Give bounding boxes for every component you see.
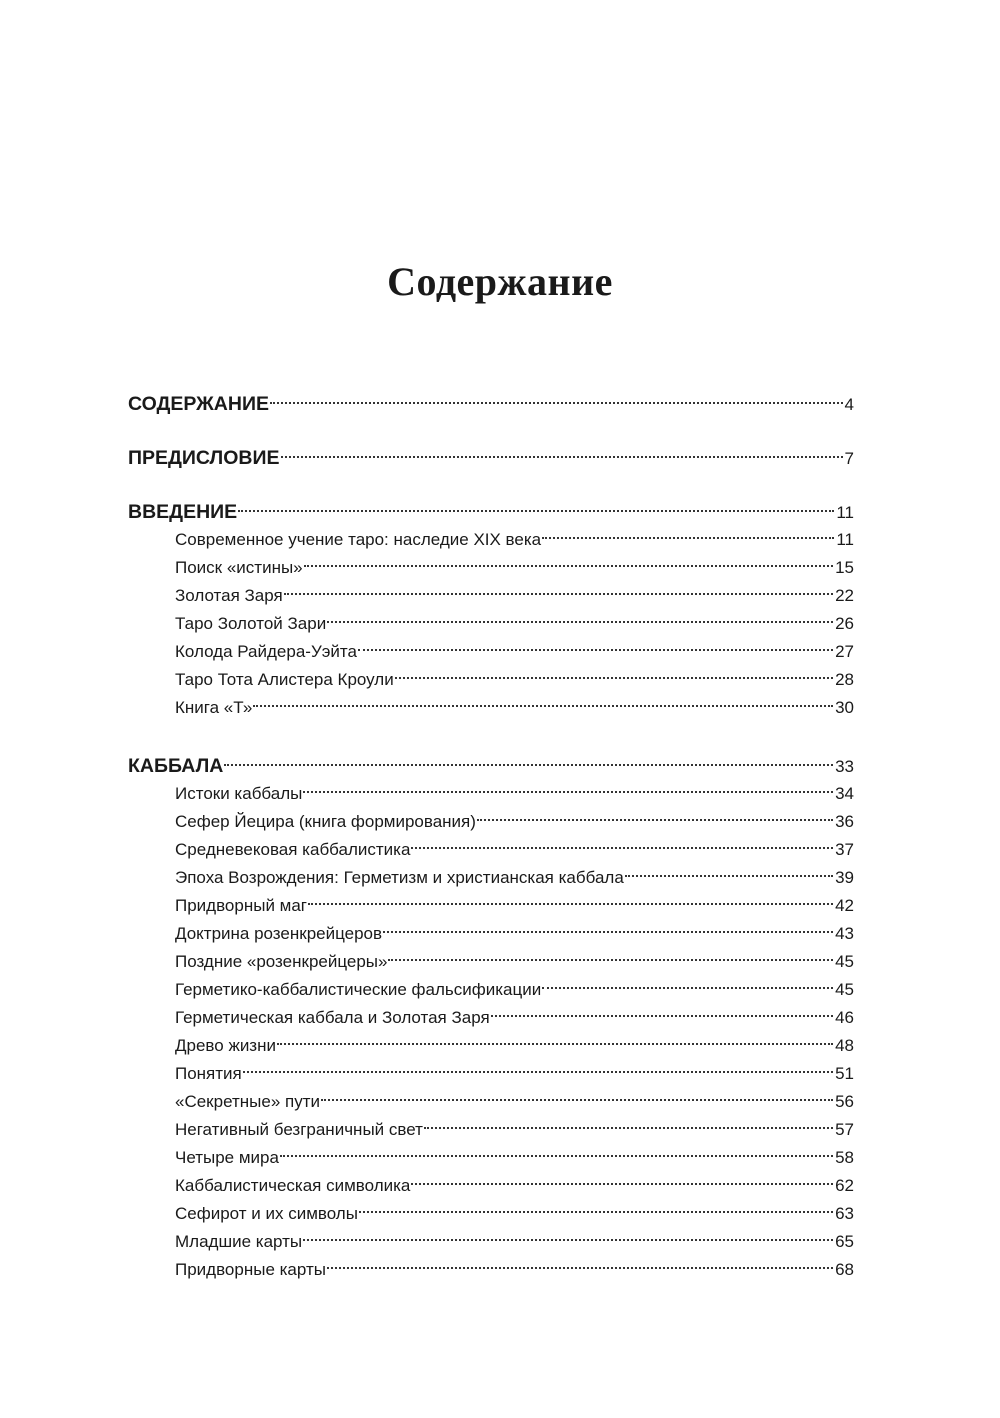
toc-section — [128, 390, 854, 418]
dot-leader — [542, 533, 834, 539]
dot-leader — [383, 927, 833, 933]
toc-page-number: 11 — [836, 503, 854, 522]
page-title: Содержание — [387, 259, 613, 304]
toc-page-number: 26 — [835, 614, 854, 633]
toc-page-number: 45 — [835, 952, 854, 971]
toc-entry-title: Герметико-каббалистические фальсификации — [175, 980, 542, 999]
toc-entry[interactable] — [128, 976, 854, 1004]
dot-leader — [281, 452, 843, 458]
dot-leader — [270, 398, 843, 404]
toc-page-number: 37 — [835, 840, 854, 859]
toc-entry-title: Герметическая каббала и Золотая Заря — [175, 1008, 490, 1027]
toc-chapter-entry[interactable] — [128, 390, 854, 418]
dot-leader — [321, 1095, 833, 1101]
dot-leader — [395, 673, 833, 679]
toc-page-number: 34 — [835, 784, 854, 803]
dot-leader — [303, 787, 833, 793]
dot-leader — [388, 955, 833, 961]
dot-leader — [424, 1123, 833, 1129]
toc-entry[interactable] — [128, 808, 854, 836]
dot-leader — [308, 899, 833, 905]
toc-page-number: 22 — [835, 586, 854, 605]
toc-page-number: 33 — [835, 757, 854, 776]
toc-entry-title: «Секретные» пути — [175, 1092, 320, 1111]
toc-entry[interactable] — [128, 526, 854, 554]
toc-entry-title: Поиск «истины» — [175, 558, 303, 577]
toc-entry-title: Младшие карты — [175, 1232, 303, 1251]
toc-entry[interactable] — [128, 1060, 854, 1088]
toc-entry[interactable] — [128, 780, 854, 808]
toc-section — [128, 498, 854, 722]
toc-page-number: 42 — [835, 896, 854, 915]
toc-entry-title: Эпоха Возрождения: Герметизм и христианская каббала — [175, 868, 624, 887]
toc-chapter-entry[interactable] — [128, 498, 854, 526]
toc-page-number: 62 — [835, 1176, 854, 1195]
table-of-contents — [128, 390, 854, 1314]
toc-entry[interactable] — [128, 948, 854, 976]
toc-entry[interactable] — [128, 554, 854, 582]
dot-leader — [243, 1067, 833, 1073]
toc-entry-title: Придворные карты — [175, 1260, 326, 1279]
dot-leader — [359, 1207, 833, 1213]
toc-entry[interactable] — [128, 1144, 854, 1172]
toc-page-number: 45 — [835, 980, 854, 999]
dot-leader — [253, 701, 833, 707]
toc-entry[interactable] — [128, 920, 854, 948]
toc-entry[interactable] — [128, 1172, 854, 1200]
dot-leader — [304, 561, 833, 567]
toc-page-number: 57 — [835, 1120, 854, 1139]
toc-page-number: 43 — [835, 924, 854, 943]
toc-chapter-entry[interactable] — [128, 752, 854, 780]
dot-leader — [477, 815, 833, 821]
toc-entry-title: Таро Тота Алистера Кроули — [175, 670, 394, 689]
toc-entry-title: ВВЕДЕНИЕ — [128, 501, 238, 523]
toc-page-number: 15 — [835, 558, 854, 577]
dot-leader — [224, 760, 833, 766]
toc-entry-title: Таро Золотой Зари — [175, 614, 327, 633]
toc-page-number: 7 — [844, 449, 854, 468]
toc-page-number: 39 — [835, 868, 854, 887]
toc-page-number: 56 — [835, 1092, 854, 1111]
toc-entry[interactable] — [128, 836, 854, 864]
toc-entry[interactable] — [128, 638, 854, 666]
toc-entry[interactable] — [128, 1088, 854, 1116]
dot-leader — [303, 1235, 833, 1241]
dot-leader — [277, 1039, 833, 1045]
toc-entry-title: Понятия — [175, 1064, 242, 1083]
toc-entry-title: Древо жизни — [175, 1036, 276, 1055]
toc-entry-title: ПРЕДИСЛОВИЕ — [128, 447, 280, 469]
toc-entry-title: Поздние «розенкрейцеры» — [175, 952, 388, 971]
toc-entry-title: Книга «Т» — [175, 698, 253, 717]
dot-leader — [411, 1179, 833, 1185]
toc-entry-title: СОДЕРЖАНИЕ — [128, 393, 269, 415]
toc-page-number: 48 — [835, 1036, 854, 1055]
toc-entry[interactable] — [128, 610, 854, 638]
toc-page-number: 58 — [835, 1148, 854, 1167]
dot-leader — [238, 506, 834, 512]
toc-entry-title: Современное учение таро: наследие XIX века — [175, 530, 542, 549]
toc-entry[interactable] — [128, 1116, 854, 1144]
toc-entry-title: Золотая Заря — [175, 586, 283, 605]
toc-entry[interactable] — [128, 1256, 854, 1284]
toc-entry-title: Каббалистическая символика — [175, 1176, 411, 1195]
toc-entry-title: Сефирот и их символы — [175, 1204, 358, 1223]
toc-entry-title: КАББАЛА — [128, 755, 224, 777]
toc-page-number: 36 — [835, 812, 854, 831]
toc-entry-title: Придворный маг — [175, 896, 308, 915]
toc-page-number: 68 — [835, 1260, 854, 1279]
toc-entry-title: Негативный безграничный свет — [175, 1120, 423, 1139]
toc-page-number: 63 — [835, 1204, 854, 1223]
toc-section — [128, 752, 854, 1284]
dot-leader — [358, 645, 833, 651]
toc-entry[interactable] — [128, 864, 854, 892]
toc-page-number: 30 — [835, 698, 854, 717]
toc-entry[interactable] — [128, 1004, 854, 1032]
toc-chapter-entry[interactable] — [128, 444, 854, 472]
toc-entry-title: Доктрина розенкрейцеров — [175, 924, 383, 943]
toc-page-number: 46 — [835, 1008, 854, 1027]
toc-entry[interactable] — [128, 1032, 854, 1060]
dot-leader — [491, 1011, 833, 1017]
toc-entry[interactable] — [128, 1228, 854, 1256]
toc-page-number: 28 — [835, 670, 854, 689]
dot-leader — [284, 589, 833, 595]
dot-leader — [542, 983, 833, 989]
dot-leader — [411, 843, 833, 849]
dot-leader — [327, 617, 833, 623]
dot-leader — [327, 1263, 833, 1269]
toc-entry-title: Четыре мира — [175, 1148, 279, 1167]
toc-entry-title: Истоки каббалы — [175, 784, 303, 803]
toc-entry-title: Колода Райдера-Уэйта — [175, 642, 357, 661]
dot-leader — [280, 1151, 833, 1157]
toc-entry[interactable] — [128, 892, 854, 920]
toc-entry[interactable] — [128, 582, 854, 610]
toc-entry-title: Сефер Йецира (книга формирования) — [175, 812, 476, 831]
toc-entry[interactable] — [128, 1200, 854, 1228]
toc-page-number: 51 — [835, 1064, 854, 1083]
toc-page-number: 27 — [835, 642, 854, 661]
toc-entry-title: Средневековая каббалистика — [175, 840, 411, 859]
toc-page-number: 65 — [835, 1232, 854, 1251]
toc-page-number: 11 — [836, 530, 854, 549]
dot-leader — [625, 871, 833, 877]
toc-entry[interactable] — [128, 694, 854, 722]
toc-page-number: 4 — [844, 395, 854, 414]
toc-section — [128, 444, 854, 472]
toc-entry[interactable] — [128, 666, 854, 694]
